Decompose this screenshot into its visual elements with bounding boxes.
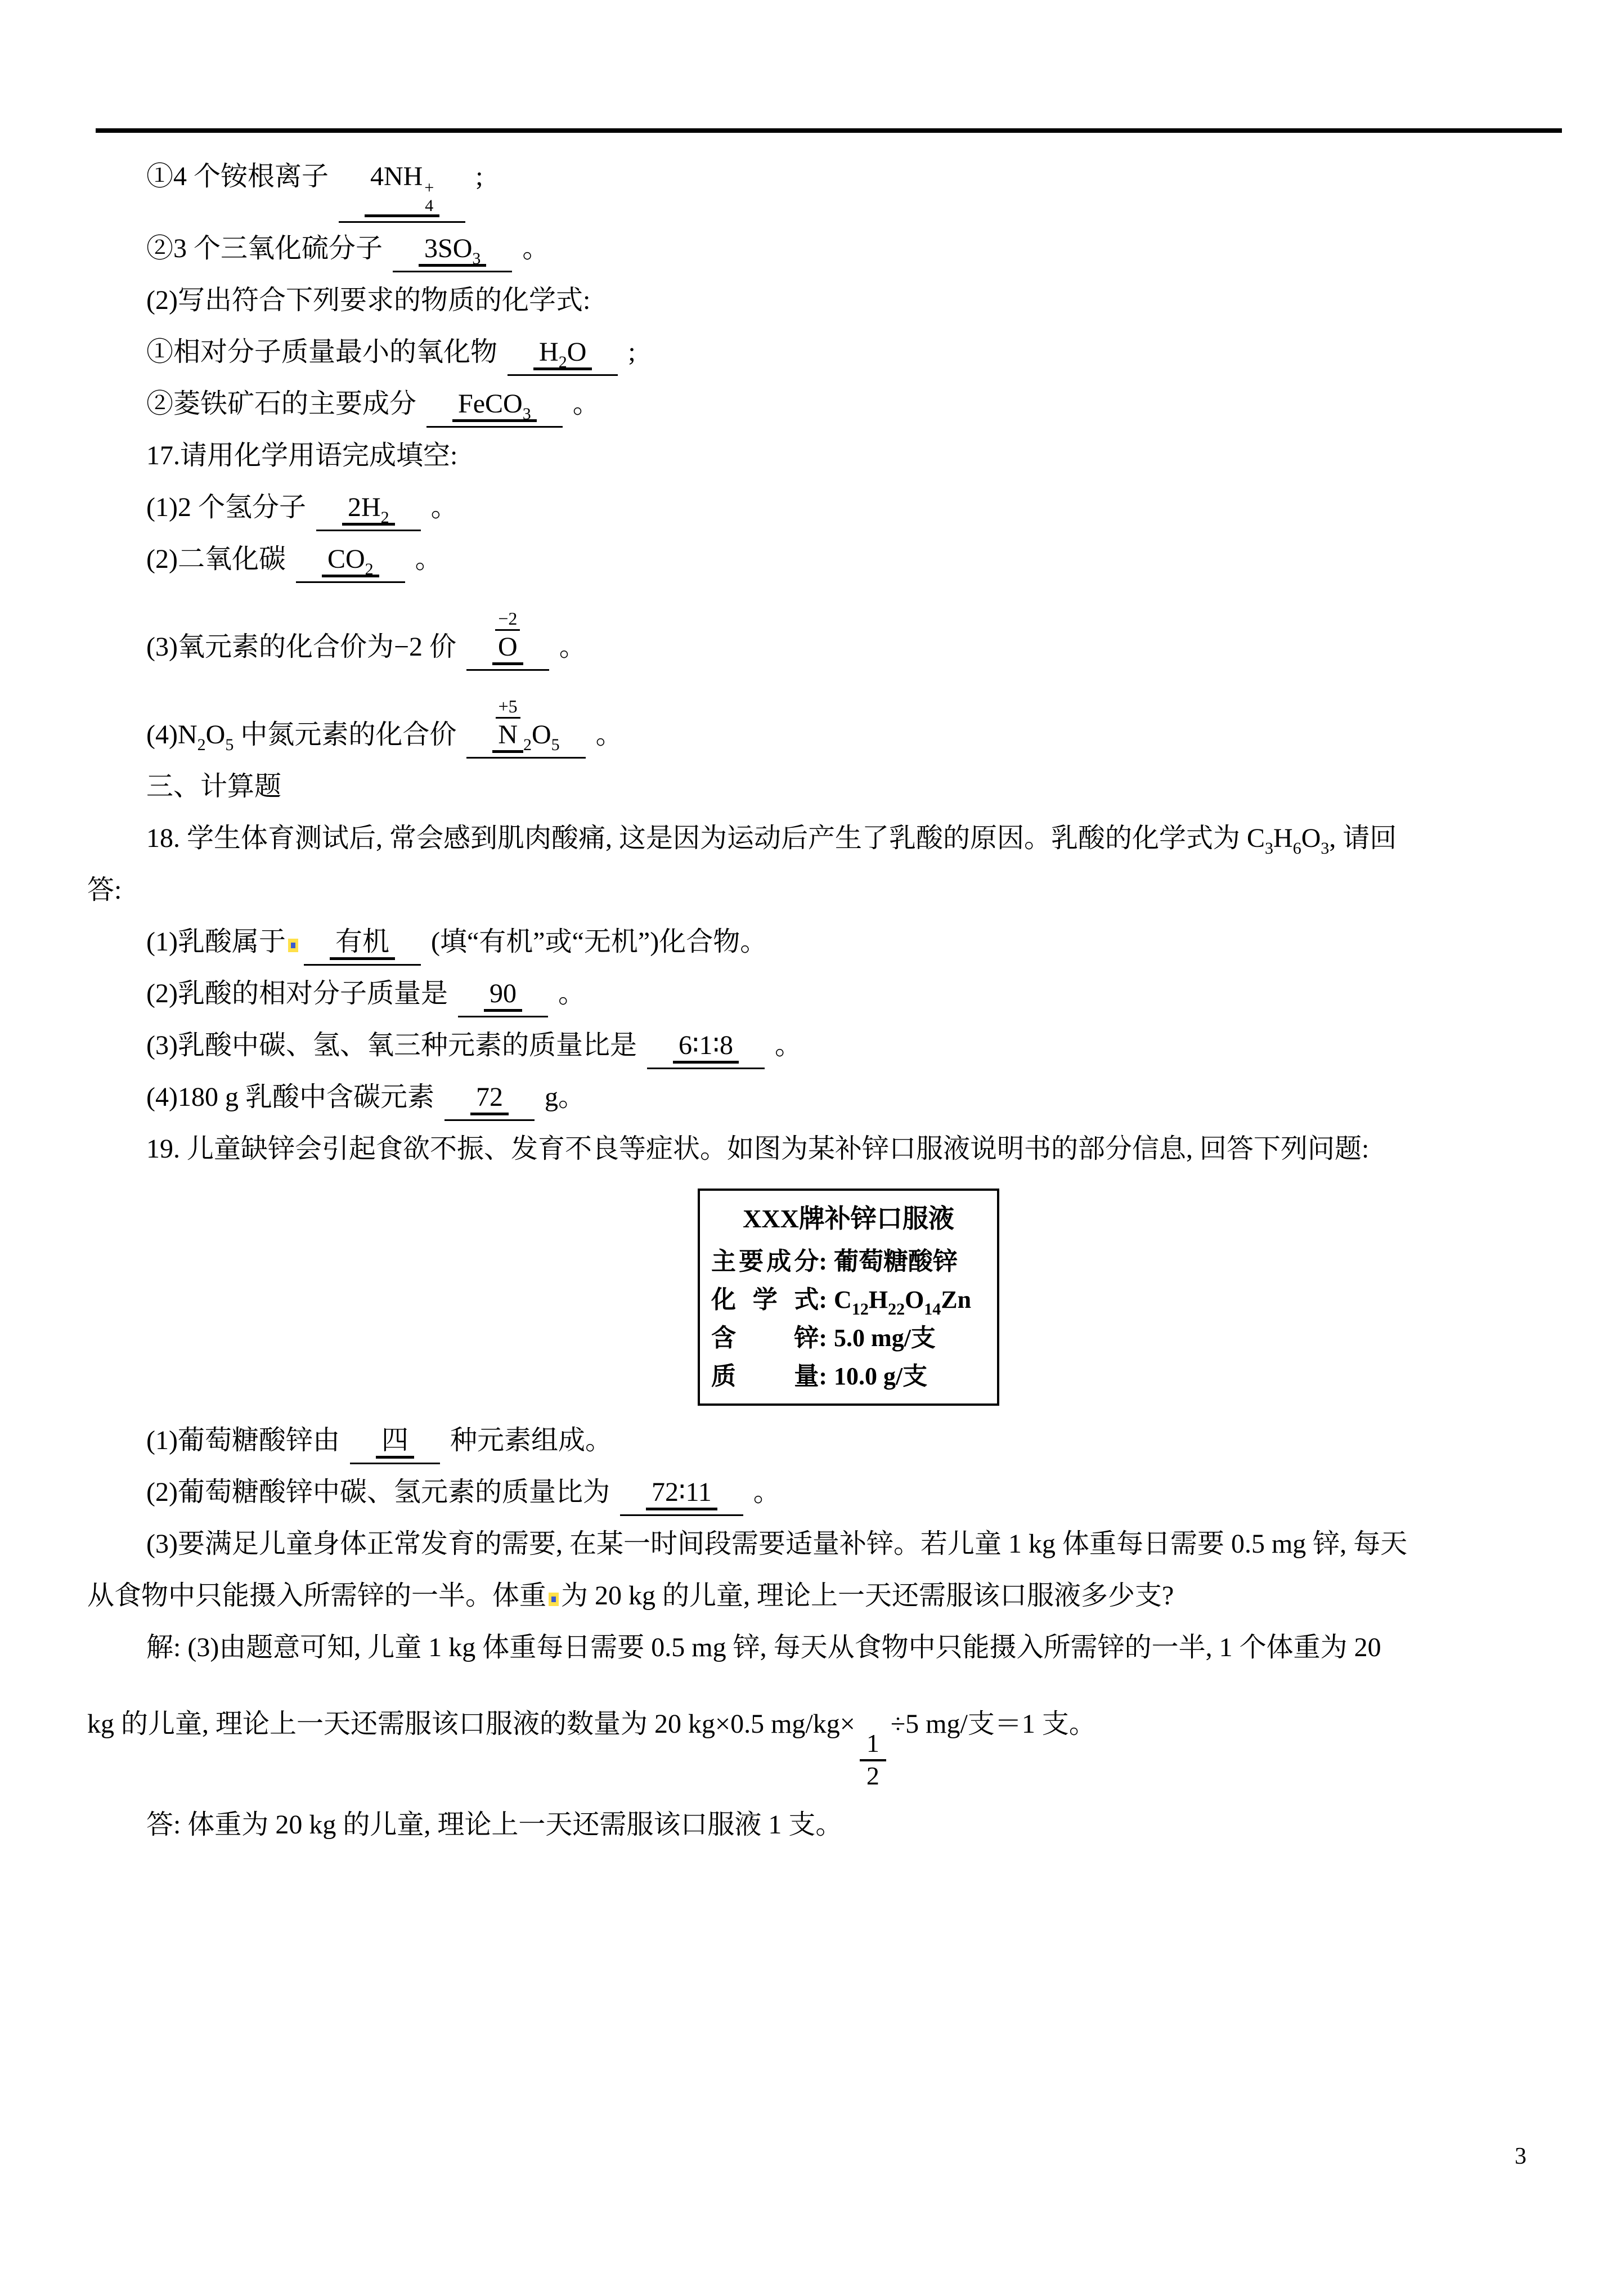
valence-element: O — [498, 632, 518, 662]
q19-solution-text: 解: (3)由题意可知, 儿童 1 kg 体重每日需要 0.5 mg 锌, 每天从食物中只能摄入所需锌的一半, 1 个体重为 20 — [146, 1633, 1381, 1662]
q16-item4-line — [87, 378, 1550, 430]
answer-blank — [508, 338, 618, 376]
q17-item4-line — [87, 673, 1550, 761]
q19-item1-line — [87, 1415, 1550, 1467]
answer-underline: 四 — [376, 1426, 414, 1459]
answer-formula-base: H — [539, 337, 559, 367]
q17-item1-text: (1)2 个氢分子 — [146, 492, 306, 522]
q18-item4-punct: g。 — [544, 1082, 585, 1112]
comment-marker-icon — [549, 1593, 559, 1606]
q18-item4-text: (4)180 g 乳酸中含碳元素 — [146, 1082, 434, 1112]
q16-item2-punct: 。 — [522, 234, 550, 263]
formula-base: (4)N — [146, 720, 197, 750]
q19-solution-expression: kg 的儿童, 理论上一天还需服该口服液的数量为 20 kg×0.5 mg/kg× — [87, 1709, 855, 1739]
q16-item4-text: ②菱铁矿石的主要成分 — [146, 389, 417, 419]
formula-base: H — [1273, 823, 1293, 853]
answer-blank — [316, 493, 421, 531]
formula-subscript: 3 — [472, 249, 481, 268]
answer-underline — [533, 338, 592, 370]
formula-subscript: 12 — [851, 1300, 869, 1319]
label-colon: : — [819, 1286, 828, 1313]
answer-underline: 72∶11 — [646, 1478, 717, 1510]
q17-item4-text — [146, 720, 457, 754]
answer-formula-base: 4NH — [370, 162, 423, 191]
label-row-ingredient — [711, 1243, 986, 1281]
answer-underline: 6∶1∶8 — [673, 1031, 739, 1064]
q16-part2-heading — [87, 275, 1550, 326]
q17-heading-text: 17.请用化学用语完成填空: — [146, 441, 458, 470]
answer-formula-base: 2H — [347, 492, 381, 522]
section3-heading — [87, 761, 1550, 813]
answer-formula-base: O — [567, 337, 587, 367]
q17-item4-text-rest: 中氮元素的化合价 — [234, 720, 457, 750]
fraction-denominator: 2 — [866, 1761, 879, 1791]
q19-item3-text: (3)要满足儿童身体正常发育的需要, 在某一时间段需要适量补锌。若儿童 1 kg 体重每日需要 0.5 mg 锌, 每天 — [146, 1529, 1408, 1559]
q18-item1-punct: (填“有机”或“无机”)化合物。 — [431, 927, 767, 957]
answer-formula-base: FeCO — [458, 389, 523, 419]
answer-underline: 72 — [470, 1083, 509, 1115]
formula-subscript: 2 — [380, 508, 389, 527]
q18-item3-text: (3)乳酸中碳、氢、氧三种元素的质量比是 — [146, 1030, 637, 1060]
formula-base: Zn — [941, 1286, 972, 1313]
worksheet-content — [87, 151, 1550, 1851]
q19-intro-text: 19. 儿童缺锌会引起食欲不振、发育不良等症状。如图为某补锌口服液说明书的部分信息, 回答下列问题: — [146, 1134, 1369, 1164]
formula-subscript: 2 — [197, 736, 206, 754]
q18-item1-line — [87, 916, 1550, 968]
q18-item2-line — [87, 968, 1550, 1020]
q17-item3-text: (3)氧元素的化合价为−2 价 — [146, 632, 457, 662]
fraction-numerator: 1 — [860, 1730, 886, 1761]
fraction-one-half — [860, 1730, 886, 1790]
answer-blank — [466, 608, 549, 671]
answer-underline — [322, 545, 379, 577]
q17-item2-line — [87, 533, 1550, 585]
valence-stack — [498, 608, 518, 662]
q19-item1-punct: 种元素组成。 — [450, 1425, 613, 1455]
medicine-label-box — [698, 1189, 999, 1406]
q16-item3-punct: ; — [628, 337, 636, 367]
q19-item2-text: (2)葡萄糖酸锌中碳、氢元素的质量比为 — [146, 1477, 610, 1507]
formula-subscript: 22 — [888, 1300, 905, 1319]
answer-formula-base: 3SO — [424, 234, 473, 263]
formula-base: O — [905, 1286, 924, 1313]
q16-item3-text: ①相对分子质量最小的氧化物 — [146, 337, 498, 367]
answer-blank — [620, 1478, 743, 1516]
q16-part2-text: (2)写出符合下列要求的物质的化学式: — [146, 285, 591, 315]
q17-item2-punct: 。 — [415, 544, 442, 574]
ion-superscript: + — [424, 178, 434, 197]
formula-subscript: 5 — [551, 736, 560, 754]
q19-item2-line — [87, 1467, 1550, 1518]
label-colon: : — [819, 1362, 828, 1390]
q17-item1-punct: 。 — [430, 492, 458, 522]
q18-intro-text: 18. 学生体育测试后, 常会感到肌肉酸痛, 这是因为运动后产生了乳酸的原因。乳酸的化学式为 C — [146, 823, 1265, 853]
answer-underline — [365, 162, 439, 217]
q18-intro-text-end: , 请回 — [1329, 823, 1397, 853]
q18-item4-line — [87, 1071, 1550, 1123]
formula-subscript: 3 — [1265, 839, 1274, 858]
q16-item1-text: ①4 个铵根离子 — [146, 162, 329, 191]
answer-blank — [444, 1083, 535, 1121]
q16-item4-punct: 。 — [572, 389, 600, 419]
answer-underline — [342, 493, 395, 526]
q19-item3-continuation-end: 为 20 kg 的儿童, 理论上一天还需服该口服液多少支? — [561, 1581, 1174, 1611]
q16-item2-line — [87, 223, 1550, 275]
q18-item1-text: (1)乳酸属于 — [146, 927, 286, 957]
q19-item1-text: (1)葡萄糖酸锌由 — [146, 1425, 340, 1455]
q16-item2-text: ②3 个三氧化硫分子 — [146, 234, 383, 263]
label-row-zinc-content — [711, 1319, 986, 1357]
answer-underline — [492, 696, 523, 753]
q16-item1-punct: ; — [475, 162, 483, 191]
q19-solution-line2 — [87, 1674, 1550, 1799]
q19-intro-line — [87, 1123, 1550, 1175]
comment-marker-icon — [288, 939, 298, 952]
q17-item4-punct: 。 — [595, 720, 623, 750]
q18-item3-line — [87, 1020, 1550, 1071]
q19-item3-line1 — [87, 1518, 1550, 1570]
formula-base: O — [205, 720, 226, 750]
answer-blank — [458, 979, 548, 1017]
formula-subscript: 2 — [365, 560, 374, 579]
label-row-value: 葡萄糖酸锌 — [834, 1248, 958, 1275]
formula-subscript: 14 — [924, 1300, 941, 1319]
q17-item2-text: (2)二氧化碳 — [146, 544, 286, 574]
answer-blank — [466, 696, 585, 759]
formula-base: C — [834, 1286, 852, 1313]
label-row-formula — [711, 1281, 986, 1319]
answer-formula-base: CO — [327, 544, 365, 574]
label-row-value: 5.0 mg/支 — [834, 1324, 936, 1352]
formula-subscript: 5 — [225, 736, 234, 754]
q18-item2-text: (2)乳酸的相对分子质量是 — [146, 979, 448, 1008]
answer-blank — [304, 927, 421, 966]
q19-solution-line1 — [87, 1622, 1550, 1674]
medicine-label-title: XXX牌补锌口服液 — [743, 1204, 954, 1233]
label-row-value: 10.0 g/支 — [834, 1362, 928, 1390]
header-divider-rule — [96, 128, 1562, 133]
label-row-mass — [711, 1357, 986, 1396]
label-row-key: 化学式 — [711, 1286, 819, 1313]
answer-blank — [350, 1426, 440, 1464]
formula-base: O — [1301, 823, 1321, 853]
q18-item2-punct: 。 — [558, 979, 585, 1008]
valence-number: +5 — [496, 697, 520, 719]
valence-element: N — [498, 720, 518, 750]
formula-base: H — [868, 1286, 888, 1313]
answer-blank — [426, 389, 563, 428]
q17-item1-line — [87, 482, 1550, 533]
q17-heading — [87, 430, 1550, 482]
q18-intro-line1 — [87, 813, 1550, 864]
formula-subscript: 2 — [558, 353, 567, 371]
q19-item3-continuation: 从食物中只能摄入所需锌的一半。体重 — [87, 1581, 547, 1611]
label-row-key: 质量 — [711, 1362, 819, 1390]
section3-heading-text: 三、计算题 — [146, 772, 282, 801]
label-row-key: 含锌 — [711, 1324, 819, 1352]
answer-underline — [452, 389, 537, 422]
label-row-value — [834, 1281, 971, 1319]
page-number: 3 — [1515, 2143, 1526, 2169]
answer-blank — [647, 1031, 765, 1069]
q17-item3-line — [87, 585, 1550, 673]
answer-underline — [492, 608, 523, 665]
formula-subscript: 2 — [523, 736, 532, 754]
q18-intro-continuation: 答: — [87, 875, 122, 905]
label-colon: : — [819, 1248, 828, 1275]
answer-underline: 有机 — [330, 927, 395, 960]
formula-subscript: 3 — [522, 405, 531, 423]
answer-blank — [393, 234, 512, 272]
ion-subscript: 4 — [425, 196, 434, 215]
answer-blank — [339, 162, 465, 223]
q19-item3-line2 — [87, 1570, 1550, 1622]
label-colon: : — [819, 1324, 828, 1352]
ion-charge-stack — [424, 180, 434, 214]
q18-item3-punct: 。 — [774, 1030, 802, 1060]
q19-answer-text: 答: 体重为 20 kg 的儿童, 理论上一天还需服该口服液 1 支。 — [146, 1809, 843, 1840]
formula-base: O — [532, 720, 551, 750]
q17-item3-punct: 。 — [559, 632, 586, 662]
q16-item1-line — [87, 151, 1550, 223]
q19-item2-punct: 。 — [753, 1477, 780, 1507]
q19-solution-expression-end: ÷5 mg/支＝1 支。 — [890, 1709, 1096, 1739]
label-row-key: 主要成分 — [711, 1248, 819, 1275]
valence-stack — [498, 696, 518, 750]
answer-underline — [419, 234, 486, 267]
q18-intro-line2 — [87, 864, 1550, 916]
formula-subscript: 6 — [1292, 839, 1301, 858]
valence-number: −2 — [495, 609, 520, 631]
answer-blank — [296, 545, 405, 583]
q19-answer-line — [87, 1799, 1550, 1851]
formula-subscript: 3 — [1321, 839, 1330, 858]
q16-item3-line — [87, 326, 1550, 378]
answer-underline: 90 — [484, 979, 522, 1012]
